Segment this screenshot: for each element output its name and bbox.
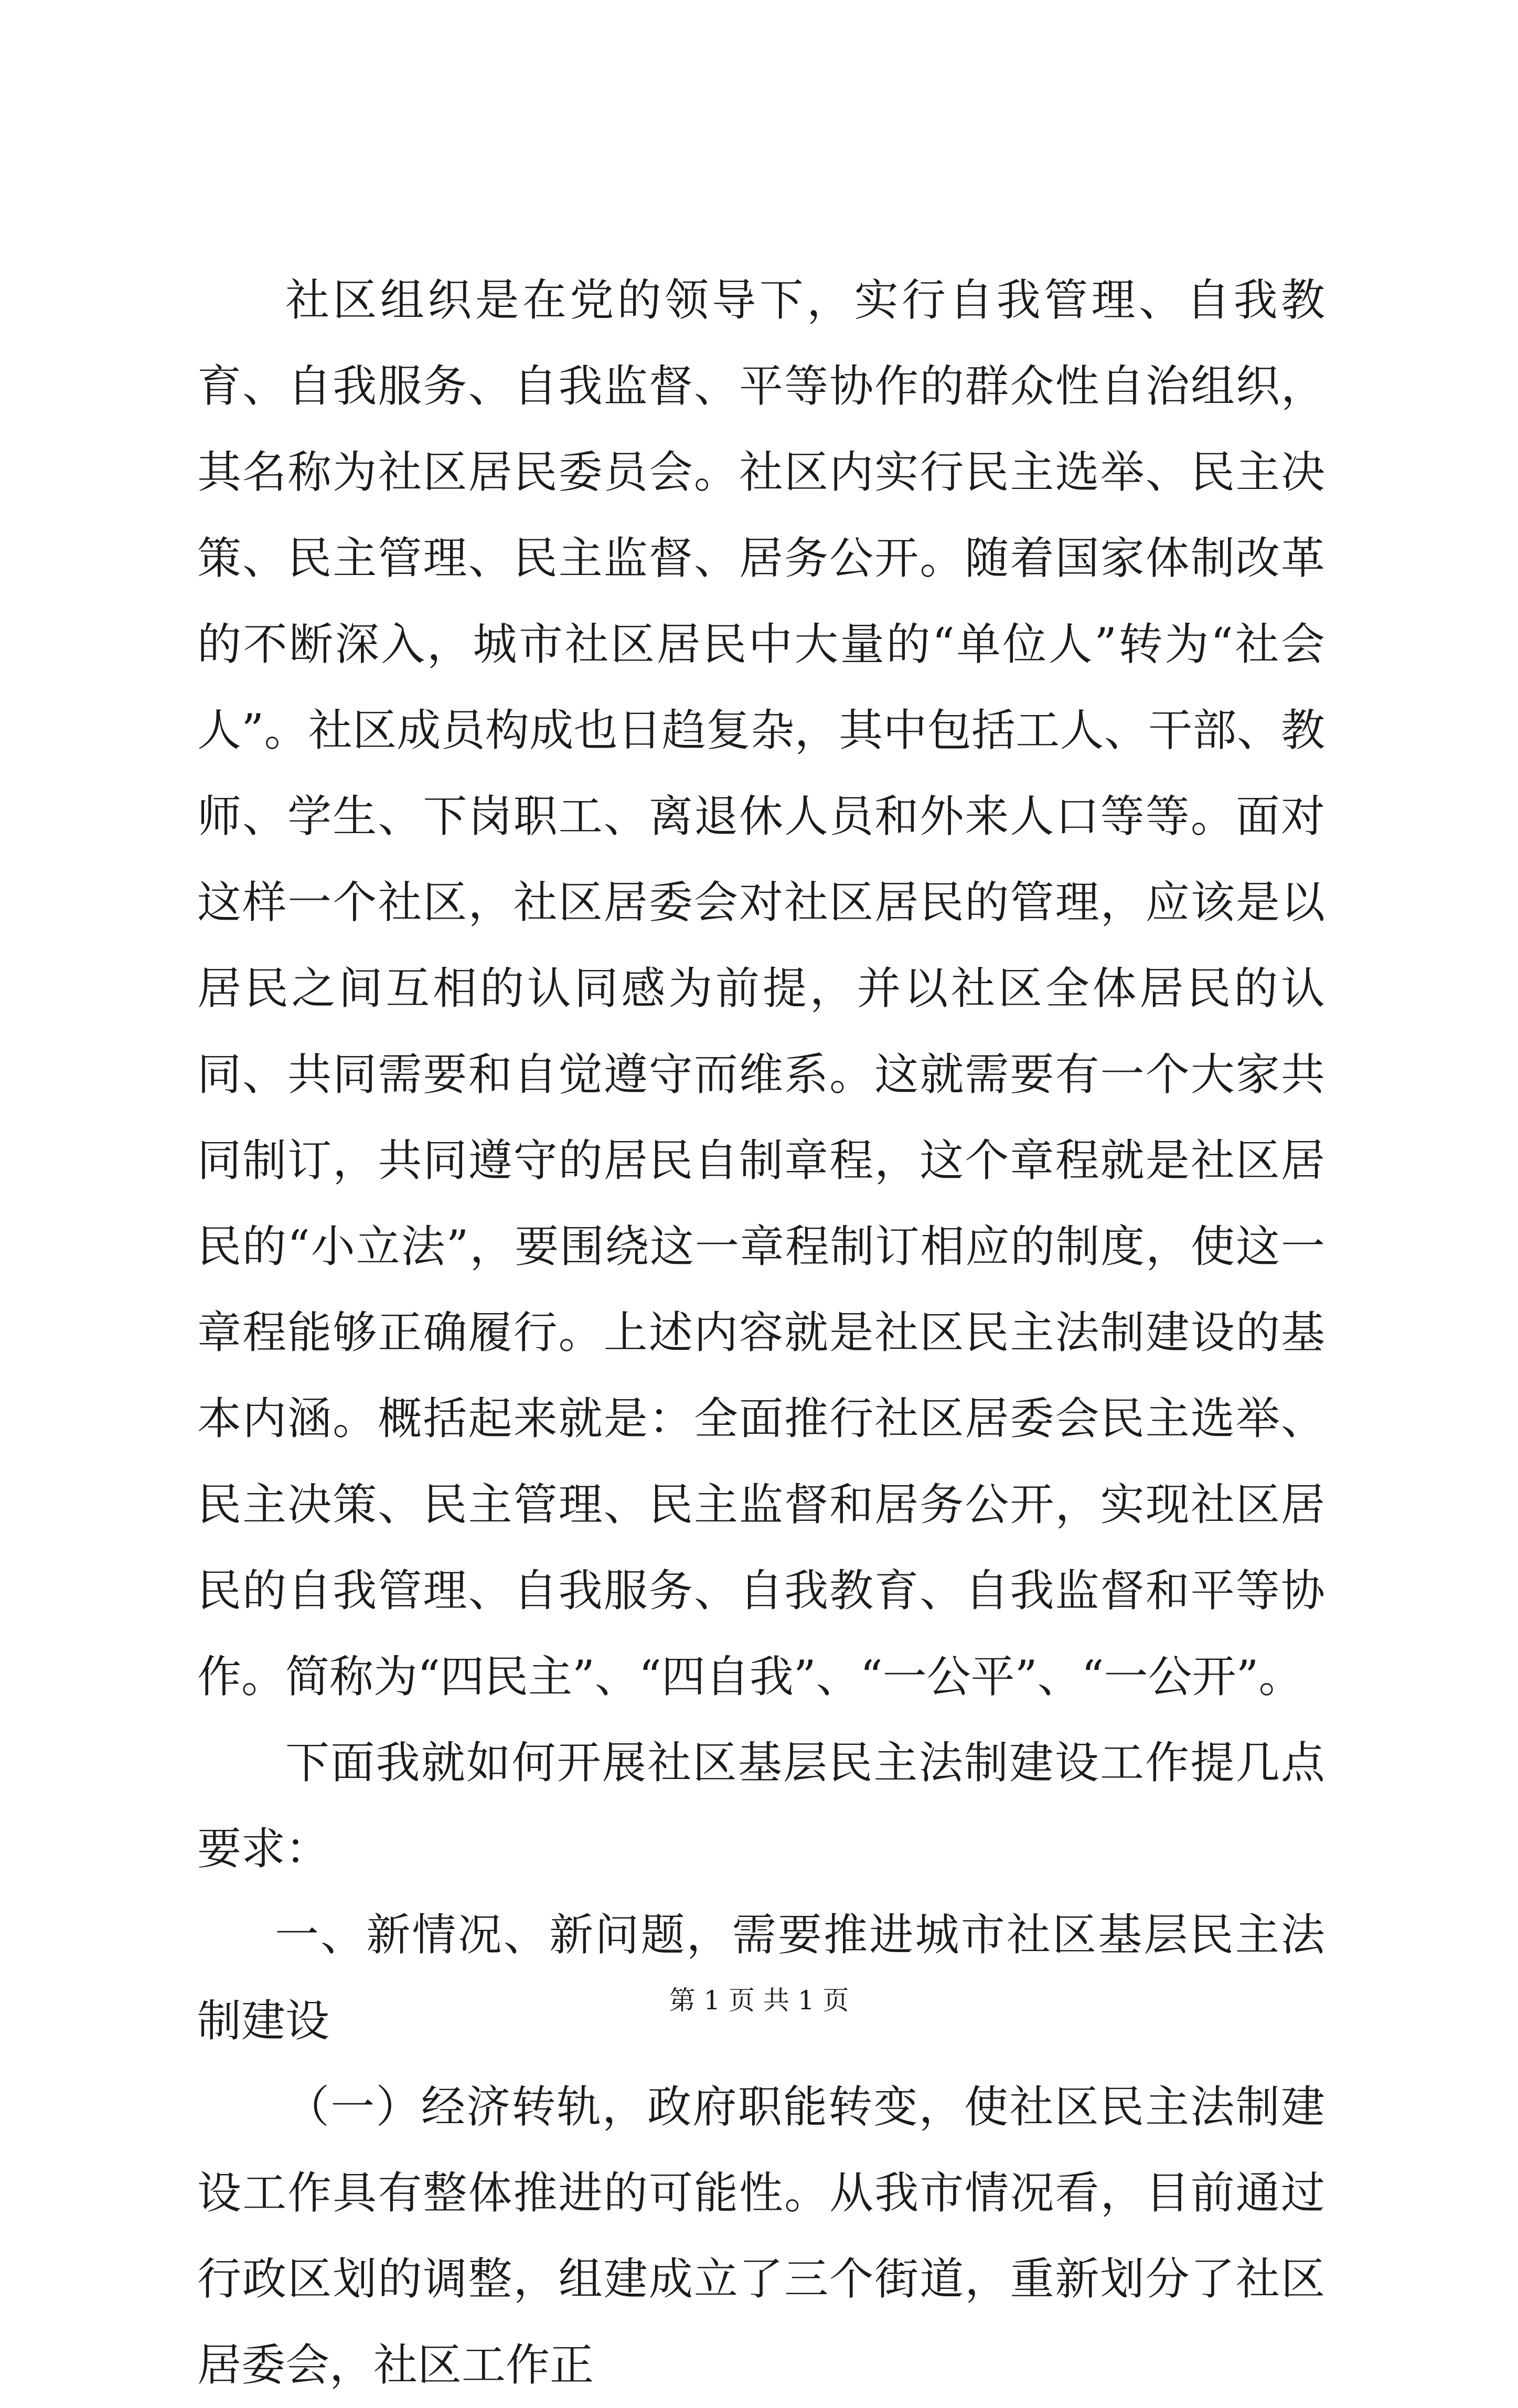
paragraph-intro: 社区组织是在党的领导下，实行自我管理、自我教育、自我服务、自我监督、平等协作的群众性自治组织，其名称为社区居民委员会。社区内实行民主选举、民主决策、民主管理、民主监督、居务公开。随着国家体制改革的不断深入，城市社区居民中大量的“单位人”转为“社会人”。社区成员构成也日趋复杂，其中包括工人、干部、教师、学生、下岗职工、离退休人员和外来人口等等。面对这样一个社区，社区居委会对社区居民的管理，应该是以居民之间互相的认同感为前提，并以社区全体居民的认同、共同需要和自觉遵守而维系。这就需要有一个大家共同制订，共同遵守的居民自制章程，这个章程就是社区居民的“小立法”，要围绕这一章程制订相应的制度，使这一章程能够正确履行。上述内容就是社区民主法制建设的基本内涵。概括起来就是：全面推行社区居委会民主选举、民主决策、民主管理、民主监督和居务公开，实现社区居民的自我管理、自我服务、自我教育、自我监督和平等协作。简称为“四民主”、“四自我”、“一公平”、“一公开”。 <box>197 274 1325 1702</box>
document-body <box>197 257 1325 2408</box>
paragraph-requirements-intro: 下面我就如何开展社区基层民主法制建设工作提几点要求： <box>197 1737 1325 1874</box>
paragraph-subsection-one: （一）经济转轨，政府职能转变，使社区民主法制建设工作具有整体推进的可能性。从我市情况看，目前通过行政区划的调整，组建成立了三个街道，重新划分了社区居委会，社区工作正 <box>197 2081 1325 2391</box>
section-heading-one: 一、新情况、新问题，需要推进城市社区基层民主法制建设 <box>197 1909 1325 2047</box>
page-footer: 第 1 页 共 1 页 <box>669 1985 849 2016</box>
